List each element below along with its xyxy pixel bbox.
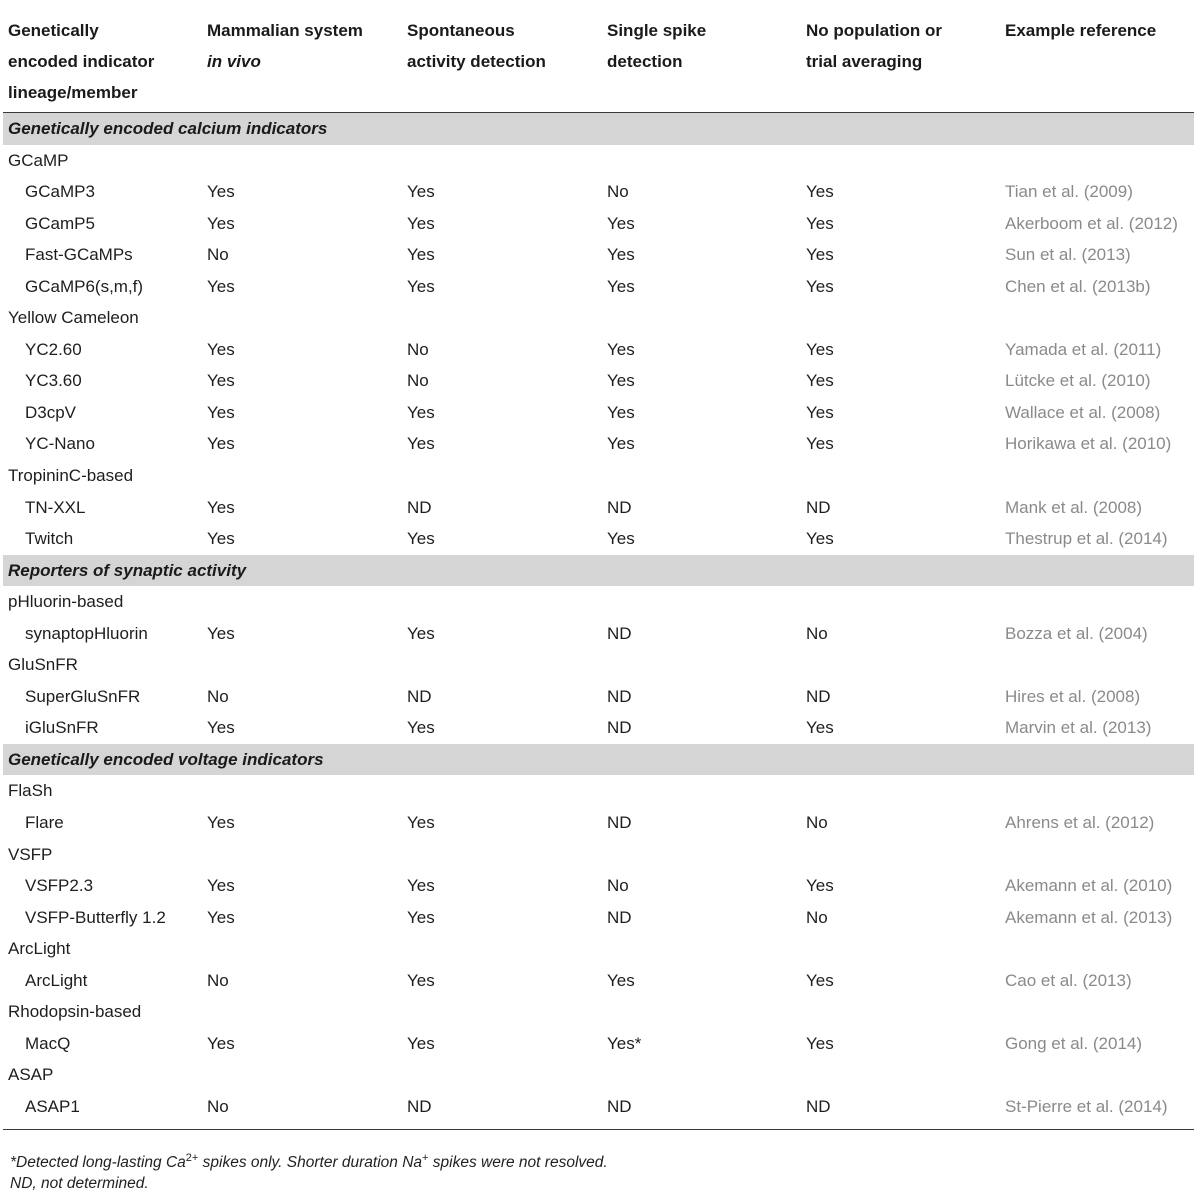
header-no-averaging-line: trial averaging: [806, 52, 923, 71]
indicator-name: TN-XXL: [25, 497, 86, 517]
reference-cell: Mank et al. (2008): [1005, 497, 1143, 517]
single-spike-cell: ND: [607, 1096, 632, 1116]
table-row: [3, 807, 1194, 839]
header-lineage-line: lineage/member: [8, 83, 138, 102]
single-spike-cell: ND: [607, 813, 632, 833]
reference-cell: Yamada et al. (2011): [1005, 339, 1162, 359]
reference-cell: Gong et al. (2014): [1005, 1033, 1143, 1053]
no-averaging-cell: Yes: [806, 529, 834, 549]
single-spike-cell: Yes: [607, 434, 635, 454]
spontaneous-cell: Yes: [407, 876, 435, 896]
footnote-superscript: +: [422, 1152, 429, 1164]
header-no-averaging: [806, 15, 942, 77]
table-row: [3, 902, 1194, 934]
no-averaging-cell: ND: [806, 497, 831, 517]
table-header: [3, 12, 1194, 113]
mammalian-cell: Yes: [207, 276, 235, 296]
no-averaging-cell: Yes: [806, 970, 834, 990]
single-spike-cell: Yes: [607, 970, 635, 990]
single-spike-cell: No: [607, 182, 629, 202]
group-name: Yellow Cameleon: [8, 308, 139, 328]
indicator-name: Twitch: [25, 529, 74, 549]
table-row: [3, 176, 1194, 208]
no-averaging-cell: No: [806, 623, 828, 643]
reference-cell: Tian et al. (2009): [1005, 182, 1133, 202]
single-spike-cell: Yes: [607, 213, 635, 233]
mammalian-cell: Yes: [207, 623, 235, 643]
indicator-table: [3, 12, 1194, 1130]
mammalian-cell: No: [207, 970, 229, 990]
table-row: [3, 965, 1194, 997]
spontaneous-cell: ND: [407, 497, 432, 517]
header-lineage: [8, 15, 154, 108]
reference-cell: Cao et al. (2013): [1005, 970, 1132, 990]
header-spontaneous: [407, 15, 546, 77]
indicator-name: YC3.60: [25, 371, 82, 391]
spontaneous-cell: Yes: [407, 276, 435, 296]
mammalian-cell: Yes: [207, 434, 235, 454]
header-single-spike: [607, 15, 706, 77]
reference-cell: Chen et al. (2013b): [1005, 276, 1151, 296]
reference-cell: Thestrup et al. (2014): [1005, 529, 1168, 549]
mammalian-cell: Yes: [207, 497, 235, 517]
single-spike-cell: ND: [607, 907, 632, 927]
indicator-name: MacQ: [25, 1033, 71, 1053]
header-spontaneous-line: activity detection: [407, 52, 546, 71]
no-averaging-cell: ND: [806, 1096, 831, 1116]
indicator-name: Flare: [25, 813, 64, 833]
no-averaging-cell: Yes: [806, 245, 834, 265]
no-averaging-cell: Yes: [806, 339, 834, 359]
table-row: [3, 1028, 1194, 1060]
indicator-name: D3cpV: [25, 402, 77, 422]
single-spike-cell: Yes: [607, 402, 635, 422]
indicator-name: ArcLight: [25, 970, 88, 990]
group-name: GluSnFR: [8, 655, 78, 675]
group-row: [3, 775, 1194, 807]
header-reference: [1005, 15, 1156, 46]
mammalian-cell: Yes: [207, 402, 235, 422]
group-name: FlaSh: [8, 781, 53, 801]
table-footnotes: [10, 1148, 608, 1194]
table-row: [3, 712, 1194, 744]
section-row: [3, 555, 1194, 587]
no-averaging-cell: Yes: [806, 876, 834, 896]
footnote-asterisk: [10, 1148, 608, 1173]
single-spike-cell: ND: [607, 497, 632, 517]
footnote-text: spikes only. Shorter duration Na: [198, 1154, 423, 1171]
header-lineage-line: Genetically: [8, 21, 99, 40]
no-averaging-cell: Yes: [806, 434, 834, 454]
group-name: Rhodopsin-based: [8, 1002, 142, 1022]
table-row: [3, 365, 1194, 397]
spontaneous-cell: Yes: [407, 970, 435, 990]
single-spike-cell: ND: [607, 718, 632, 738]
spontaneous-cell: Yes: [407, 213, 435, 233]
no-averaging-cell: Yes: [806, 402, 834, 422]
single-spike-cell: ND: [607, 686, 632, 706]
footnote-superscript: 2+: [185, 1152, 199, 1164]
group-row: [3, 460, 1194, 492]
group-row: [3, 933, 1194, 965]
group-name: ASAP: [8, 1065, 54, 1085]
no-averaging-cell: Yes: [806, 276, 834, 296]
table-row: [3, 870, 1194, 902]
spontaneous-cell: Yes: [407, 1033, 435, 1053]
mammalian-cell: Yes: [207, 1033, 235, 1053]
group-row: [3, 586, 1194, 618]
spontaneous-cell: Yes: [407, 907, 435, 927]
header-single-spike-line: Single spike: [607, 21, 707, 40]
table-row: [3, 334, 1194, 366]
no-averaging-cell: Yes: [806, 182, 834, 202]
single-spike-cell: Yes: [607, 529, 635, 549]
table-row: [3, 618, 1194, 650]
group-name: GCaMP: [8, 150, 69, 170]
indicator-name: YC-Nano: [25, 434, 95, 454]
spontaneous-cell: ND: [407, 686, 432, 706]
group-name: ArcLight: [8, 939, 71, 959]
footnote-text: spikes were not resolved.: [428, 1154, 608, 1171]
group-row: [3, 145, 1194, 177]
section-title: Genetically encoded calcium indicators: [8, 119, 328, 138]
spontaneous-cell: No: [407, 339, 429, 359]
group-row: [3, 996, 1194, 1028]
reference-cell: Akemann et al. (2013): [1005, 907, 1173, 927]
mammalian-cell: No: [207, 1096, 229, 1116]
section-title: Genetically encoded voltage indicators: [8, 749, 324, 769]
spontaneous-cell: No: [407, 371, 429, 391]
mammalian-cell: Yes: [207, 371, 235, 391]
header-spontaneous-line: Spontaneous: [407, 21, 515, 40]
reference-cell: Hires et al. (2008): [1005, 686, 1141, 706]
table-body: [3, 113, 1194, 1123]
section-row: [3, 113, 1194, 145]
header-mammalian-line: Mammalian system: [207, 21, 363, 40]
indicator-name: VSFP2.3: [25, 876, 94, 896]
indicator-name: iGluSnFR: [25, 718, 99, 738]
table-row: [3, 397, 1194, 429]
footnote-nd: ND, not determined.: [10, 1175, 149, 1192]
table-row: [3, 492, 1194, 524]
single-spike-cell: No: [607, 876, 629, 896]
spontaneous-cell: Yes: [407, 623, 435, 643]
header-reference-line: Example reference: [1005, 21, 1157, 40]
table-row: [3, 239, 1194, 271]
indicator-name: GCaMP6(s,m,f): [25, 276, 144, 296]
section-title: Reporters of synaptic activity: [8, 560, 247, 580]
spontaneous-cell: Yes: [407, 718, 435, 738]
reference-cell: St-Pierre et al. (2014): [1005, 1096, 1168, 1116]
single-spike-cell: Yes: [607, 245, 635, 265]
section-row: [3, 744, 1194, 776]
indicator-name: SuperGluSnFR: [25, 686, 141, 706]
group-name: VSFP: [8, 844, 53, 864]
group-row: [3, 649, 1194, 681]
indicator-name: GCaMP3: [25, 182, 95, 202]
group-row: [3, 839, 1194, 871]
spontaneous-cell: Yes: [407, 245, 435, 265]
reference-cell: Akemann et al. (2010): [1005, 876, 1173, 896]
single-spike-cell: Yes: [607, 339, 635, 359]
reference-cell: Lütcke et al. (2010): [1005, 371, 1151, 391]
header-mammalian-line: in vivo: [207, 52, 261, 71]
no-averaging-cell: No: [806, 813, 828, 833]
no-averaging-cell: Yes: [806, 718, 834, 738]
mammalian-cell: Yes: [207, 876, 235, 896]
mammalian-cell: Yes: [207, 339, 235, 359]
indicator-name: ASAP1: [25, 1096, 80, 1116]
spontaneous-cell: Yes: [407, 813, 435, 833]
table-row: [3, 271, 1194, 303]
indicator-name: synaptopHluorin: [25, 623, 148, 643]
reference-cell: Ahrens et al. (2012): [1005, 813, 1155, 833]
no-averaging-cell: Yes: [806, 213, 834, 233]
group-row: [3, 1059, 1194, 1091]
table-bottom-rule: [3, 1129, 1194, 1130]
spontaneous-cell: ND: [407, 1096, 432, 1116]
mammalian-cell: Yes: [207, 529, 235, 549]
spontaneous-cell: Yes: [407, 402, 435, 422]
no-averaging-cell: Yes: [806, 1033, 834, 1053]
reference-cell: Sun et al. (2013): [1005, 245, 1131, 265]
single-spike-cell: Yes: [607, 371, 635, 391]
indicator-name: YC2.60: [25, 339, 82, 359]
mammalian-cell: No: [207, 245, 229, 265]
table-row: [3, 428, 1194, 460]
header-mammalian: [207, 15, 363, 77]
table-row: [3, 523, 1194, 555]
mammalian-cell: Yes: [207, 907, 235, 927]
group-name: TropininC-based: [8, 466, 134, 486]
footnote-text: *Detected long-lasting Ca: [10, 1154, 186, 1171]
indicator-name: GCamP5: [25, 213, 95, 233]
single-spike-cell: Yes: [607, 276, 635, 296]
mammalian-cell: Yes: [207, 718, 235, 738]
no-averaging-cell: ND: [806, 686, 831, 706]
group-row: [3, 302, 1194, 334]
table-row: [3, 1091, 1194, 1123]
reference-cell: Akerboom et al. (2012): [1005, 213, 1178, 233]
spontaneous-cell: Yes: [407, 182, 435, 202]
mammalian-cell: Yes: [207, 213, 235, 233]
reference-cell: Marvin et al. (2013): [1005, 718, 1152, 738]
reference-cell: Horikawa et al. (2010): [1005, 434, 1172, 454]
no-averaging-cell: Yes: [806, 371, 834, 391]
mammalian-cell: Yes: [207, 182, 235, 202]
spontaneous-cell: Yes: [407, 529, 435, 549]
indicator-name: VSFP-Butterfly 1.2: [25, 907, 166, 927]
single-spike-cell: ND: [607, 623, 632, 643]
mammalian-cell: No: [207, 686, 229, 706]
header-lineage-line: encoded indicator: [8, 52, 155, 71]
table-row: [3, 681, 1194, 713]
group-name: pHluorin-based: [8, 592, 124, 612]
single-spike-cell: Yes*: [607, 1033, 642, 1053]
reference-cell: Bozza et al. (2004): [1005, 623, 1148, 643]
indicator-name: Fast-GCaMPs: [25, 245, 133, 265]
header-single-spike-line: detection: [607, 52, 683, 71]
reference-cell: Wallace et al. (2008): [1005, 402, 1161, 422]
spontaneous-cell: Yes: [407, 434, 435, 454]
no-averaging-cell: No: [806, 907, 828, 927]
header-no-averaging-line: No population or: [806, 21, 942, 40]
mammalian-cell: Yes: [207, 813, 235, 833]
table-row: [3, 208, 1194, 240]
